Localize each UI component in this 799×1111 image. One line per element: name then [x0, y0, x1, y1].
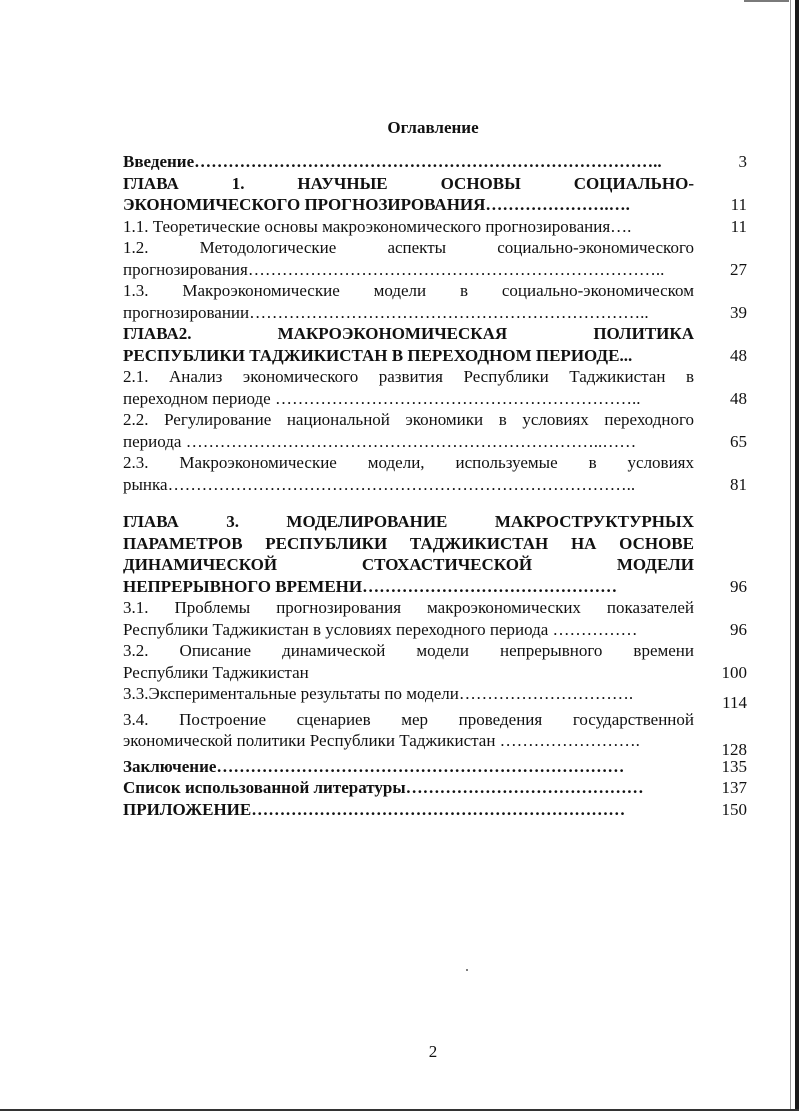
toc-entry-title [123, 237, 694, 280]
toc-entry-title [123, 597, 694, 640]
toc-entry-chapter-2[interactable] [123, 323, 747, 366]
toc-entry-line: 1.2. Методологические аспекты социально-экономического [123, 238, 694, 257]
toc-entry-line: ГЛАВА 3. МОДЕЛИРОВАНИЕ МАКРОСТРУКТУРНЫХ [123, 512, 694, 531]
toc-entry-title [123, 151, 694, 173]
toc-entry-title [123, 683, 694, 705]
toc-entry-line: 2.1. Анализ экономического развития Республики Таджикистан в [123, 367, 694, 386]
scan-edge-right-thin [790, 0, 791, 1111]
toc-entry-introduction[interactable] [123, 151, 747, 173]
toc-entry-references[interactable] [123, 777, 747, 799]
toc-entry-page: 114 [722, 693, 747, 712]
page-number: 2 [428, 1042, 438, 1061]
toc-entry-title [123, 511, 694, 597]
toc-entry-section-1-1[interactable] [123, 216, 747, 238]
toc-entry-title [123, 777, 694, 799]
toc-entry-title [123, 756, 694, 778]
toc-entry-page: 11 [730, 216, 747, 236]
spacer [123, 495, 747, 511]
toc-entry-section-3-1[interactable] [123, 597, 747, 640]
toc-entry-page: 135 [721, 756, 747, 776]
toc-entry-title [123, 216, 694, 238]
toc-entry-line: НЕПРЕРЫВНОГО ВРЕМЕНИ……………………………………… [123, 576, 618, 596]
toc-entry-line: 2.3. Макроэкономические модели, используемые в условиях [123, 453, 694, 472]
toc-entry-line: прогнозировании…………………………………………………………….. [123, 302, 649, 322]
toc-entry-title [123, 640, 694, 683]
toc-entry-appendix[interactable] [123, 799, 747, 821]
toc-entry-page: 11 [730, 195, 747, 214]
toc-entry-page: 39 [730, 302, 747, 322]
toc-entry-line: РЕСПУБЛИКИ ТАДЖИКИСТАН В ПЕРЕХОДНОМ ПЕРИОДЕ... [123, 345, 633, 365]
scan-speck [466, 969, 468, 971]
table-of-contents [123, 151, 747, 820]
toc-entry-title [123, 409, 694, 452]
toc-entry-title [123, 366, 694, 409]
toc-entry-line: 3.1. Проблемы прогнозирования макроэкономических показателей [123, 598, 694, 617]
toc-entry-page: 3 [738, 152, 747, 171]
toc-entry-line: 1.3. Макроэкономические модели в социально-экономическом [123, 281, 694, 300]
toc-entry-chapter-3[interactable] [123, 511, 747, 597]
toc-entry-section-3-2[interactable] [123, 640, 747, 683]
toc-entry-line: 1.1. Теоретические основы макроэкономического прогнозирования…. [123, 216, 632, 236]
toc-entry-page: 65 [730, 431, 747, 451]
toc-entry-line: 3.4. Построение сценариев мер проведения государственной [123, 709, 694, 729]
toc-entry-page: 27 [730, 259, 747, 279]
toc-entry-line: прогнозирования……………………………………………………………….. [123, 259, 665, 279]
toc-entry-line: Введение……………………………………………………………………….. [123, 152, 662, 171]
toc-entry-page: 100 [721, 662, 747, 682]
toc-entry-section-3-4[interactable] [123, 709, 747, 759]
toc-entry-conclusion[interactable] [123, 756, 747, 778]
toc-entry-page: 128 [721, 740, 747, 759]
toc-entry-page: 137 [721, 778, 747, 797]
toc-entry-line: ПРИЛОЖЕНИЕ………………………………………………………… [123, 799, 626, 819]
toc-entry-page: 96 [730, 619, 747, 639]
toc-entry-section-1-2[interactable] [123, 237, 747, 280]
toc-entry-page: 96 [730, 576, 747, 596]
toc-entry-line: переходном периоде ……………………………………………………….. [123, 388, 641, 408]
toc-entry-title [123, 173, 694, 216]
toc-entry-line: 3.2. Описание динамической модели непрерывного времени [123, 641, 694, 660]
toc-entry-line: Республики Таджикистан [123, 662, 309, 682]
toc-entry-line: Республики Таджикистан в условиях переходного периода …………… [123, 619, 638, 639]
toc-entry-line: ПАРАМЕТРОВ РЕСПУБЛИКИ ТАДЖИКИСТАН НА ОСНОВЕ [123, 533, 694, 553]
toc-entry-line: ГЛАВА 1. НАУЧНЫЕ ОСНОВЫ СОЦИАЛЬНО- [123, 173, 694, 193]
toc-entry-section-2-3[interactable] [123, 452, 747, 495]
toc-entry-section-2-1[interactable] [123, 366, 747, 409]
scan-edge-right [795, 0, 799, 1111]
toc-entry-title [123, 799, 694, 821]
toc-entry-title [123, 452, 694, 495]
toc-entry-line: Заключение……………………………………………………………… [123, 756, 625, 776]
toc-entry-page: 150 [721, 799, 747, 819]
toc-entry-chapter-1[interactable] [123, 173, 747, 216]
toc-entry-line: экономической политики Республики Таджикистан ……………………. [123, 731, 640, 750]
toc-entry-line: ЭКОНОМИЧЕСКОГО ПРОГНОЗИРОВАНИЯ………………….…. [123, 195, 630, 214]
toc-entry-section-2-2[interactable] [123, 409, 747, 452]
toc-entry-page: 48 [730, 388, 747, 408]
toc-title: Оглавление [387, 118, 479, 137]
toc-entry-section-3-3[interactable] [123, 683, 747, 712]
toc-entry-section-1-3[interactable] [123, 280, 747, 323]
toc-entry-line: ДИНАМИЧЕСКОЙ СТОХАСТИЧЕСКОЙ МОДЕЛИ [123, 555, 694, 574]
toc-entry-title [123, 709, 694, 752]
toc-entry-page: 81 [730, 474, 747, 494]
toc-entry-line: Список использованной литературы…………………………………… [123, 778, 644, 797]
toc-entry-title [123, 323, 694, 366]
toc-entry-line: ГЛАВА2. МАКРОЭКОНОМИЧЕСКАЯ ПОЛИТИКА [123, 324, 694, 343]
toc-entry-line: 3.3.Экспериментальные результаты по модели…………………………. [123, 684, 634, 703]
scan-edge-top-mark [744, 0, 789, 2]
toc-entry-line: рынка……………………………………………………………………….. [123, 474, 636, 494]
toc-entry-page: 48 [730, 345, 747, 365]
toc-entry-line: периода ………………………………………………………………..…… [123, 431, 637, 451]
toc-entry-line: 2.2. Регулирование национальной экономики в условиях переходного [123, 410, 694, 429]
toc-entry-title [123, 280, 694, 323]
